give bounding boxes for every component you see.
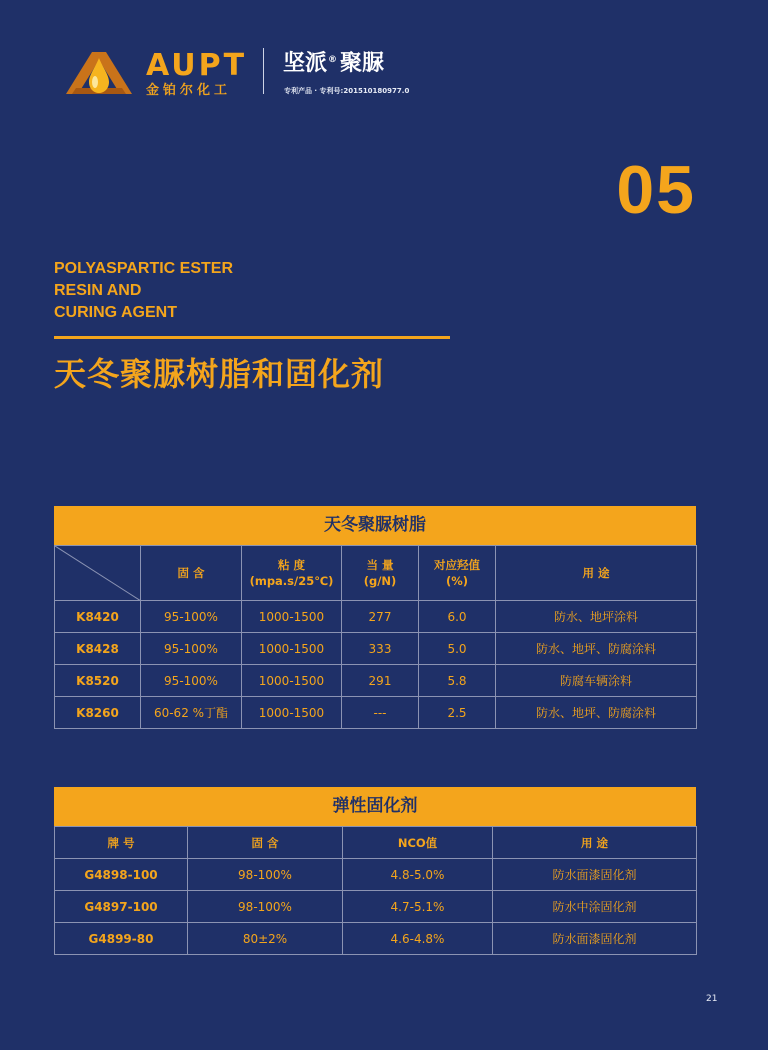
table-row [55,891,697,923]
title-en-line: CURING AGENT [54,304,177,321]
table-cell: 333 [342,633,419,665]
product-brand-title: 坚派® 聚脲 [283,51,385,76]
product-code: K8420 [55,601,141,633]
table-cell: 5.8 [419,665,496,697]
resin-header-cell: 对应羟值 (%) [419,546,496,601]
title-en-line: POLYASPARTIC ESTER [54,260,234,277]
product-code: K8260 [55,697,141,729]
table-cell: 1000-1500 [242,697,342,729]
title-rule [54,336,450,339]
table-cell: 防水面漆固化剂 [493,859,697,891]
logo-divider [263,48,264,94]
patent-number: 专利产品 · 专利号:201510180977.0 [284,87,410,95]
table-cell: 95-100% [141,633,242,665]
table-cell: 5.0 [419,633,496,665]
product-code: K8428 [55,633,141,665]
table-cell: 95-100% [141,601,242,633]
table-cell: 60-62 %丁酯 [141,697,242,729]
product-code: G4899-80 [55,923,188,955]
product-code: K8520 [55,665,141,697]
table-cell: 2.5 [419,697,496,729]
resin-table [54,506,696,729]
table-cell: 4.7-5.1% [343,891,493,923]
table-row [55,859,697,891]
table-cell: 291 [342,665,419,697]
product-code: G4898-100 [55,859,188,891]
page-number: 21 [706,994,718,1004]
table-cell: 277 [342,601,419,633]
table-cell: 95-100% [141,665,242,697]
curing-header-row [55,827,697,859]
chapter-number: 05 [616,152,696,228]
diagonal-line-icon [55,546,141,601]
product-code: G4897-100 [55,891,188,923]
resin-header-cell: 固 含 [141,546,242,601]
aupt-logo-icon [62,48,136,96]
table-row [55,633,697,665]
curing-header-cell: 用 途 [493,827,697,859]
table-row [55,697,697,729]
table-row [55,601,697,633]
diagonal-corner-cell [55,546,141,601]
table-cell: 防水面漆固化剂 [493,923,697,955]
table-cell: 80±2% [188,923,343,955]
table-cell: 防腐车辆涂料 [496,665,697,697]
resin-table-title: 天冬聚脲树脂 [54,506,696,545]
curing-table-title: 弹性固化剂 [54,787,696,826]
table-cell: 98-100% [188,859,343,891]
brand-name-en: AUPT [146,48,248,83]
section-title-en [54,258,233,324]
title-en-line: RESIN AND [54,282,142,299]
table-cell: 6.0 [419,601,496,633]
table-cell: 防水、地坪、防腐涂料 [496,697,697,729]
table-cell: 4.8-5.0% [343,859,493,891]
table-cell: 98-100% [188,891,343,923]
table-row [55,665,697,697]
curing-header-cell: 固 含 [188,827,343,859]
table-cell: 防水、地坪、防腐涂料 [496,633,697,665]
table-cell: 防水中涂固化剂 [493,891,697,923]
resin-header-cell: 当 量 (g/N) [342,546,419,601]
curing-header-cell: 牌 号 [55,827,188,859]
section-title-cn: 天冬聚脲树脂和固化剂 [54,355,385,393]
resin-header-cell: 用 途 [496,546,697,601]
table-cell: 1000-1500 [242,665,342,697]
table-cell: 1000-1500 [242,633,342,665]
table-cell: 4.6-4.8% [343,923,493,955]
curing-table [54,787,696,955]
table-cell: --- [342,697,419,729]
resin-header-cell: 粘 度 (mpa.s/25℃) [242,546,342,601]
table-row [55,923,697,955]
curing-header-cell: NCO值 [343,827,493,859]
resin-header-row [55,546,697,601]
table-cell: 1000-1500 [242,601,342,633]
table-cell: 防水、地坪涂料 [496,601,697,633]
brand-name-cn: 金铂尔化工 [146,83,232,98]
